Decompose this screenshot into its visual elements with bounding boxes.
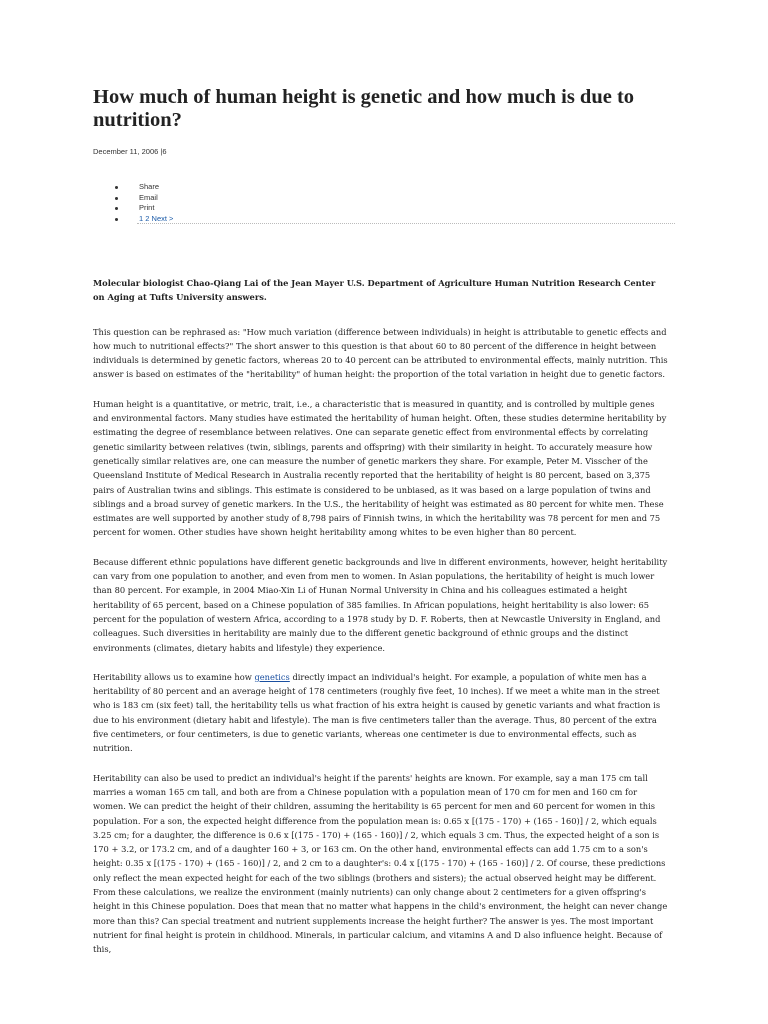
share-link[interactable]: Share — [115, 182, 173, 193]
page-links[interactable]: 1 2 — [139, 213, 150, 223]
article-title: How much of human height is genetic and how much is due to nutrition? — [93, 86, 635, 131]
print-link[interactable]: Print — [115, 203, 173, 214]
article-tools-list — [115, 182, 173, 224]
divider — [137, 223, 675, 224]
article-body — [93, 276, 668, 971]
paragraph-5: Heritability can also be used to predict an individual's height if the parents' heights are known. For example, say a man 175 cm tall marries a woman 165 cm tall, and both are from a Chinese population with a population mean of 170 cm for men and 160 cm for women. We can predict the height of their children, assuming the heritability is 65 percent for men and 60 percent for women in this population. For a son, the expected height difference from the population mean is: 0.65 x [(175 - 170) + (165 - 160)] / 2, which equals 3.25 cm; for a daughter, the difference is 0.6 x [(175 - 170) + (165 - 160)] / 2, which equals 3 cm. Thus, the expected height of a son is 170 + 3.2, or 173.2 cm, and of a daughter 160 + 3, or 163 cm. On the other hand, environmental effects can add 1.75 cm to a son's height: 0.35 x [(175 - 170) + (165 - 160)] / 2, and 2 cm to a daughter's: 0.4 x [(175 - 170) + (165 - 160)] / 2. Of course, these predictions only reflect the mean expected height for each of the two siblings (brothers and sisters); the actual observed height may be different. From these calculations, we realize the environment (mainly nutrients) can only change about 2 centimeters for a given offspring's height in this Chinese population. Does that mean that no matter what happens in the child's environment, the height can never change more than this? Can special treatment and nutrient supplements increase the height further? The answer is yes. The most important nutrient for final height is protein in childhood. Minerals, in particular calcium, and vitamins A and D also influence height. Because of this, — [93, 772, 668, 955]
paragraph-2: Human height is a quantitative, or metric, trait, i.e., a characteristic that is measured in quantity, and is controlled by multiple genes and environmental factors. Many studies have estimated the heritability of human height. Often, these studies determine heritability by estimating the degree of resemblance between relatives. One can separate genetic effect from environmental effects by correlating genetic similarity between relatives (twin, siblings, parents and offspring) with their similarity in height. To accurately measure how genetically similar relatives are, one can measure the number of genetic markers they share. For example, Peter M. Visscher of the Queensland Institute of Medical Research in Australia recently reported that the heritability of height is 80 percent, based on 3,375 pairs of Australian twins and siblings. This estimate is considered to be unbiased, as it was based on a large population of twins and siblings and a broad survey of genetic markers. In the U.S., the heritability of height was estimated as 80 percent for white men. These estimates are well supported by another study of 8,798 pairs of Finnish twins, in which the heritability was 78 percent for men and 75 percent for women. Other studies have shown height heritability among whites to be even higher than 80 percent. — [93, 398, 667, 538]
paragraph-4-start: Heritability allows us to examine how — [93, 671, 255, 682]
genetics-link[interactable]: genetics — [254, 671, 290, 682]
email-link[interactable]: Email — [115, 193, 173, 204]
article-dateline: December 11, 2006 |6 — [93, 147, 167, 156]
article-lead: Molecular biologist Chao-Qiang Lai of the Jean Mayer U.S. Department of Agriculture Human Nutrition Research Center on Aging at Tufts University answers. — [93, 278, 656, 303]
paragraph-4 — [93, 670, 668, 756]
paragraph-3: Because different ethnic populations have different genetic backgrounds and live in different environments, however, height heritability can vary from one population to another, and even from men to women. In Asian populations, the heritability of height is much lower than 80 percent. For example, in 2004 Miao-Xin Li of Hunan Normal University in China and his colleagues estimated a height heritability of 65 percent, based on a Chinese population of 385 families. In African populations, height heritability is also lower: 65 percent for the population of western Africa, according to a 1978 study by D. F. Roberts, then at Newcastle University in England, and colleagues. Such diversities in heritability are mainly due to the different genetic background of ethnic groups and the distinct environments (climates, dietary habits and lifestyle) they experience. — [93, 556, 668, 653]
next-page-link[interactable]: Next > — [151, 213, 174, 223]
paragraph-1: This question can be rephrased as: "How much variation (difference between individuals) in height is attributable to genetic effects and how much to nutritional effects?" The short answer to this question is that about 60 to 80 percent of the difference in height between individuals is determined by genetic factors, whereas 20 to 40 percent can be attributed to environmental effects, mainly nutrition. This answer is based on estimates of the "heritability" of human height: the proportion of the total variation in height due to genetic factors. — [93, 326, 668, 380]
paragraph-4-rest: directly impact an individual's height. For example, a population of white men has a heritability of 80 percent and an average height of 178 centimeters (roughly five feet, 10 inches). If we meet a white man in the street who is 183 cm (six feet) tall, the heritability tells us what fraction of his extra height is caused by genetic variants and what fraction is due to his environment (dietary habit and lifestyle). The man is five centimeters taller than the average. Thus, 80 percent of the extra five centimeters, or four centimeters, is due to genetic variants, whereas one centimeter is due to environmental effects, such as nutrition. — [93, 671, 661, 754]
